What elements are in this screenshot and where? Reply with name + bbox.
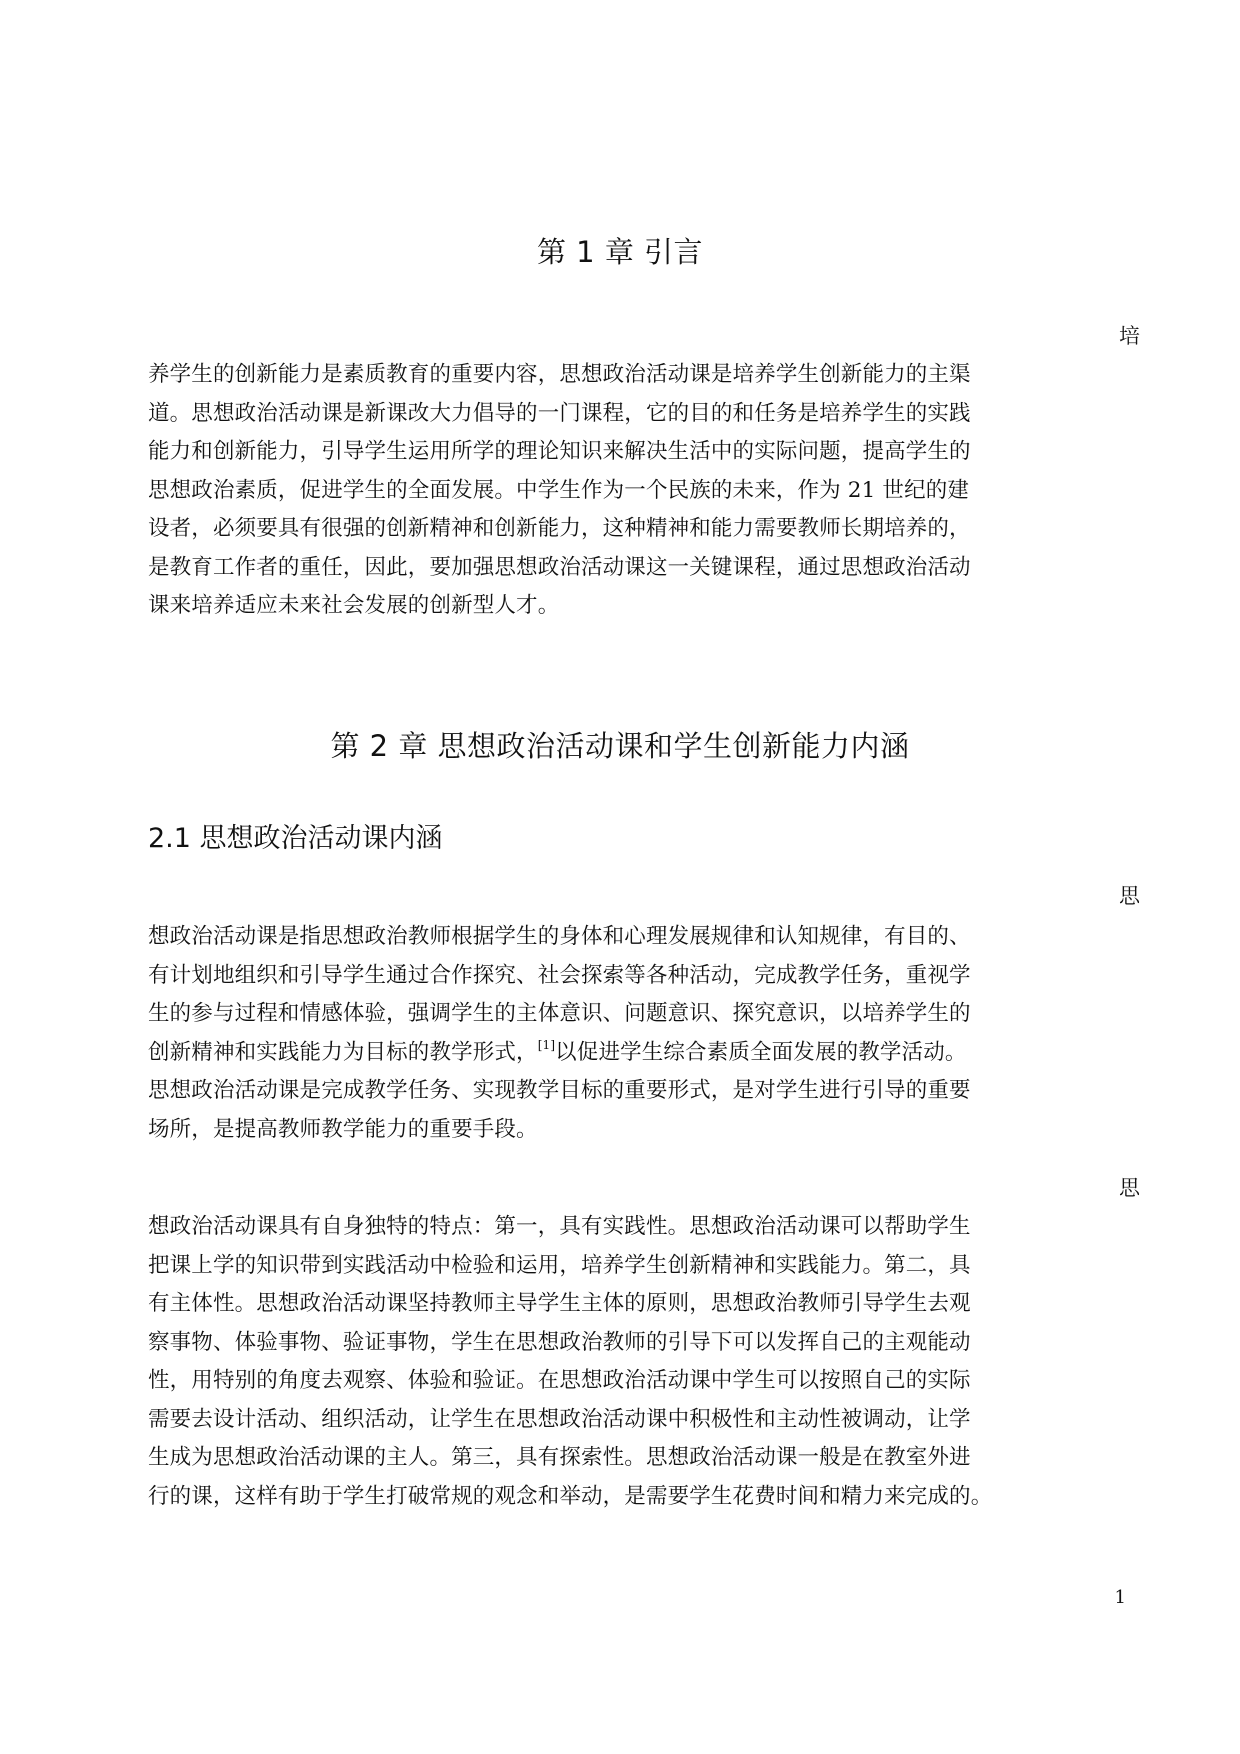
section-2-1-paragraph-1 (148, 918, 1128, 1149)
paragraph-line: 是教育工作者的重任，因此，要加强思想政治活动课这一关键课程，通过思想政治活动 (148, 554, 971, 580)
section-2-1-paragraph-2 (148, 1208, 1128, 1516)
paragraph-first-char: 思 (1119, 1176, 1140, 1200)
paragraph-line: 课来培养适应未来社会发展的创新型人才。 (148, 593, 560, 618)
paragraph-line: 能力和创新能力，引导学生运用所学的理论知识来解决生活中的实际问题，提高学生的 (148, 439, 971, 464)
paragraph-line: 想政治活动课具有自身独特的特点：第一，具有实践性。思想政治活动课可以帮助学生 (148, 1214, 971, 1239)
chapter-1-title: 第 1 章 引言 (536, 235, 704, 269)
section-2-1-title: 2.1 思想政治活动课内涵 (148, 823, 443, 854)
paragraph-line: 道。思想政治活动课是新课改大力倡导的一门课程，它的目的和任务是培养学生的实践 (148, 400, 971, 426)
paragraph-line-with-citation (148, 1034, 1128, 1073)
paragraph-line: 需要去设计活动、组织活动，让学生在思想政治活动课中积极性和主动性被调动，让学 (148, 1406, 971, 1432)
paragraph-line: 性，用特别的角度去观察、体验和验证。在思想政治活动课中学生可以按照自己的实际 (148, 1368, 971, 1393)
paragraph-line-part: 创新精神和实践能力为目标的教学形式， (148, 1039, 538, 1065)
paragraph-line: 有主体性。思想政治活动课坚持教师主导学生主体的原则，思想政治教师引导学生去观 (148, 1291, 971, 1316)
paragraph-line: 想政治活动课是指思想政治教师根据学生的身体和心理发展规律和认知规律，有目的、 (148, 924, 971, 949)
paragraph-first-char: 培 (1119, 324, 1140, 348)
citation-marker[interactable]: [1] (537, 1037, 556, 1052)
paragraph-line: 生的参与过程和情感体验，强调学生的主体意识、问题意识、探究意识，以培养学生的 (148, 1001, 971, 1026)
paragraph-line: 场所，是提高教师教学能力的重要手段。 (148, 1116, 538, 1142)
paragraph-line: 行的课，这样有助于学生打破常规的观念和举动，是需要学生花费时间和精力来完成的。 (148, 1483, 993, 1509)
chapter-2-title: 第 2 章 思想政治活动课和学生创新能力内涵 (330, 729, 910, 763)
paragraph-line: 生成为思想政治活动课的主人。第三，具有探索性。思想政治活动课一般是在教室外进 (148, 1445, 971, 1470)
paragraph-line: 有计划地组织和引导学生通过合作探究、社会探索等各种活动，完成教学任务，重视学 (148, 962, 971, 988)
chapter-1-paragraph (148, 356, 1128, 626)
paragraph-first-char: 思 (1119, 884, 1140, 908)
paragraph-line-part: 以促进学生综合素质全面发展的教学活动。 (555, 1039, 967, 1065)
page-number: 1 (1114, 1587, 1126, 1608)
paragraph-line: 察事物、体验事物、验证事物，学生在思想政治教师的引导下可以发挥自己的主观能动 (148, 1329, 971, 1355)
paragraph-line: 把课上学的知识带到实践活动中检验和运用，培养学生创新精神和实践能力。第二，具 (148, 1252, 971, 1278)
paragraph-line: 养学生的创新能力是素质教育的重要内容，思想政治活动课是培养学生创新能力的主渠 (148, 362, 971, 387)
paragraph-line: 思想政治素质，促进学生的全面发展。中学生作为一个民族的未来，作为 21 世纪的建 (148, 477, 970, 503)
paragraph-line: 思想政治活动课是完成教学任务、实现教学目标的重要形式，是对学生进行引导的重要 (148, 1078, 971, 1103)
paragraph-line: 设者，必须要具有很强的创新精神和创新能力，这种精神和能力需要教师长期培养的， (148, 516, 971, 541)
